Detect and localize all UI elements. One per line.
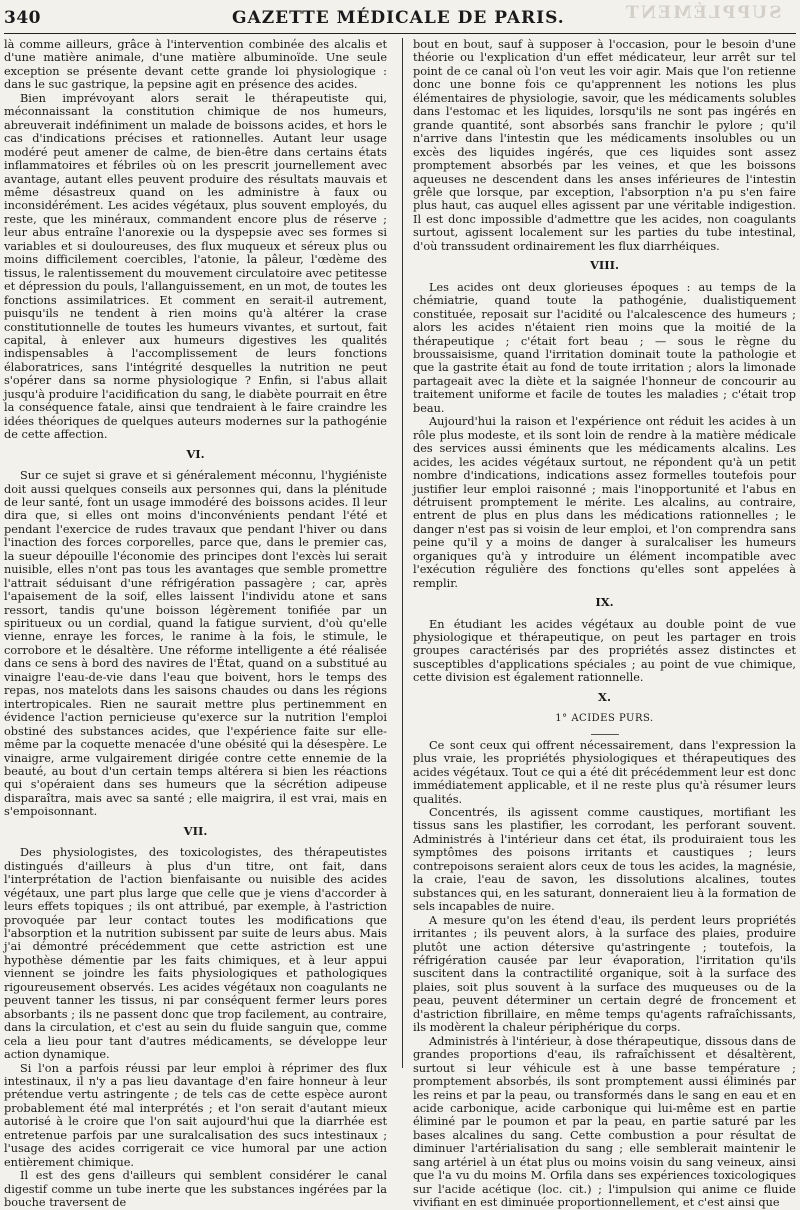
paragraph: Il est des gens d'ailleurs qui semblent considérer le canal digestif comme un tube inerte que les substances ingérées par la bouche traversent de [4,1169,387,1210]
paragraph: En étudiant les acides végétaux au double point de vue physiologique et thérapeutique, on peut les partager en trois groupes caractérisés par des propriétés assez distinctes et susceptibles d'applications spéciales ; au point de vue chimique, cette division est également rationnelle. [413,617,796,685]
paragraph: Administrés à l'intérieur, à dose thérapeutique, dissous dans de grandes proportions d'eau, ils rafraîchissent et désaltèrent, surtout si leur véhicule est à une basse température ; promptement absorbés, ils sont promptement aussi éliminés par les reins et par la peau, ou transformés dans le sang en eau et en acide carbonique, acide carbonique qui lui-même est en partie éliminé par le poumon et par la peau, en partie saturé par les bases alcalines du sang. Cette combustion a pour résultat de diminuer l'artérialisation du sang ; elle semblerait maintenir le sang artériel à un état plus ou moins voisin du sang veineux, ainsi que l'a vu du moins M. Orfila dans ses expériences toxicologiques sur l'acide acétique (loc. cit.) ; l'impulsion qui anime ce fluide vivifiant en est diminuée proportionnellement, et c'est ainsi que [413,1034,796,1210]
section-heading-vii: VII. [183,823,208,838]
paragraph: Sur ce sujet si grave et si généralement méconnu, l'hygiéniste doit aussi quelques conseils aux personnes qui, dans la plénitude de leur santé, font un usage immodéré des boissons acides. Il leur dira que, si elles ont moins d'inconvénients pendant l'été et pendant l'exercice de rudes travaux que pendant l'hiver ou dans l'inaction des forces corporelles, parce que, dans le premier cas, la sueur dépouille l'économie des principes dont l'excès lui serait nuisible, elles n'ont pas tous les avantages que semble promettre l'attrait séduisant d'une réfrigération passagère ; car, après l'apaisement de la soif, elles laissent l'individu atone et sans ressort, tandis qu'une boisson légèrement tonifiée par un spiritueux ou un cordial, quand la fatigue survient, d'où qu'elle vienne, enraye les forces, le ranime à la fois, le stimule, le corrobore et le désaltère. Une réforme intelligente a été réalisée dans ce sens à bord des navires de l'État, quand on a substitué au vinaigre l'eau-de-vie dans l'eau que boivent, hors le temps des repas, nos matelots dans les saisons chaudes ou dans les régions intertropicales. Rien ne saurait mettre plus pertinemment en évidence l'action pernicieuse qu'exerce sur la nutrition l'emploi obstiné des substances acides, que l'expérience faite sur elle-même par la coquette menacée d'une obésité qui la désespère. Le vinaigre, arme vulgairement dirigée contre cette ennemie de la beauté, au bout d'un certain temps altérera si bien les réactions qui s'opéraient dans ses humeurs que la sécrétion adipeuse disparaîtra, mais avec sa santé ; elle maigrira, il est vrai, mais en s'empoisonnant. [4,469,387,819]
paragraph: Si l'on a parfois réussi par leur emploi à réprimer des flux intestinaux, il n'y a pas lieu davantage d'en faire honneur à leur prétendue vertu astringente ; de tels cas de cette espèce auront probablement été mal interprétés ; et l'on serait d'autant mieux autorisé à le croire que l'on sait aujourd'hui que la diarrhée est entretenue parfois par une suralcalisation des sucs intestinaux ; l'usage des acides corrigerait ce vice humoral par une action entièrement chimique. [4,1061,387,1169]
paragraph: A mesure qu'on les étend d'eau, ils perdent leurs propriétés irritantes ; ils peuvent alors, à la surface des plaies, produire plutôt une action détersive qu'astringente ; toutefois, la réfrigération causée par leur évaporation, l'irritation qu'ils suscitent dans la contractilité organique, soit à la surface des plaies, soit plus souvent à la surface des muqueuses ou de la peau, peuvent déterminer un certain degré de froncement et d'astriction fibrillaire, en même temps qu'agents rafraîchissants, ils modèrent la chaleur périphérique du corps. [413,913,796,1035]
paragraph: Les acides ont deux glorieuses époques : au temps de la chémiatrie, quand toute la pathogénie, dualistiquement constituée, reposait sur l'acidité ou l'alcalescence des humeurs ; alors les acides n'étaient rien moins que la moitié de la thérapeutique ; c'était fort beau ; — sous le règne du broussaisisme, quand l'irritation dominait toute la pathologie et que la gastrite était au fond de toute irritation ; alors la limonade partageait avec la diète et la saignée l'honneur de concourir au traitement uniforme et facile de toutes les maladies ; c'était trop beau. [413,280,796,415]
page-header [0,0,800,34]
paragraph: Concentrés, ils agissent comme caustiques, mortifiant les tissus sans les plastifier, les corrodant, les perforant souvent. Administrés à l'intérieur dans cet état, ils produiraient tous les symptômes des poisons irritants et caustiques ; leurs contrepoisons seraient alors ceux de tous les acides, la magnésie, la craie, l'eau de savon, les dissolutions alcalines, toutes substances qui, en les saturant, donneraient lieu à la formation de sels incapables de nuire. [413,806,796,914]
paragraph: Ce sont ceux qui offrent nécessairement, dans l'expression la plus vraie, les propriétés physiologiques et thérapeutiques des acides végétaux. Tout ce qui a été dit précédemment leur est donc immédiatement applicable, et il ne reste plus qu'à résumer leurs qualités. [413,738,796,806]
paragraph: Aujourd'hui la raison et l'expérience ont réduit les acides à un rôle plus modeste, et ils sont loin de rendre à la matière médicale des services aussi éminents que les médicaments alcalins. Les acides, les acides végétaux surtout, ne répondent qu'à un petit nombre d'indications, indications assez formelles toutefois pour justifier leur emploi raisonné ; mais l'inopportunité et l'abus en détruisent promptement le mérite. Les alcalins, au contraire, entrent de plus en plus dans les médications rationnelles ; le danger n'est pas si voisin de leur emploi, et l'on comprendra sans peine qu'il y a moins de danger à suralcaliser les humeurs organiques qu'à y introduire un élément incompatible avec l'exécution régulière des fonctions qu'elles sont appelées à remplir. [413,415,796,590]
right-column [413,38,796,1210]
section-heading-ix: IX. [595,595,614,610]
section-heading-x: X. [598,689,611,704]
subsection-heading: 1° ACIDES PURS. [555,713,654,725]
left-column [4,38,387,1210]
section-heading-viii: VIII. [589,258,620,273]
header-rule [4,33,796,34]
journal-title: GAZETTE MÉDICALE DE PARIS. [232,8,565,28]
column-rule [402,38,403,1068]
bleed-through-text: SUPPLÉMENT [624,3,782,23]
section-rule [591,734,619,735]
paragraph: bout en bout, sauf à supposer à l'occasion, pour le besoin d'une théorie ou l'explication d'un effet médicateur, leur arrêt sur tel point de ce canal où l'on veut les voir agir. Mais que l'on retienne donc une bonne fois ce qu'apprennent les notions les plus élémentaires de physiologie, savoir, que les médicaments solubles dans l'estomac et les liquides, lorsqu'ils ne sont pas ingérés en grande quantité, sont absorbés sans franchir le pylore ; qu'il n'arrive dans l'intestin que les médicaments insolubles ou un excès des liquides ingérés, que ces liquides sont assez promptement absorbés par les veines, et que les boissons aqueuses ne descendent dans les anses inférieures de l'intestin grêle que lorsque, par exception, l'absorption n'a pu s'en faire plus haut, cas auquel elles agissent par une véritable indigestion. Il est donc impossible d'admettre que les acides, non coagulants surtout, agissent localement sur les parties du tube intestinal, d'où transsudent ordinairement les flux diarrhéiques. [413,38,796,253]
paragraph: Des physiologistes, des toxicologistes, des thérapeutistes distingués d'ailleurs à plus d'un titre, ont fait, dans l'interprétation de l'action bienfaisante ou nuisible des acides végétaux, une part plus large que celle que je viens d'accorder à leurs effets topiques ; ils ont attribué, par exemple, à l'astriction provoquée par leur contact toutes les modifications que l'absorption et la nutrition subissent par suite de leurs abus. Mais j'ai démontré précédemment que cette astriction est une hypothèse démentie par les faits chimiques, et à leur appui viennent se joindre les faits physiologiques et pathologiques rigoureusement observés. Les acides végétaux non coagulants ne peuvent tanner les tissus, ni par conséquent fermer leurs pores absorbants ; ils ne passent donc que trop facilement, au contraire, dans la circulation, et c'est au sein du fluide sanguin que, comme cela a lieu pour tant d'autres médicaments, se développe leur action dynamique. [4,846,387,1062]
section-heading-vi: VI. [186,446,205,461]
paragraph: là comme ailleurs, grâce à l'intervention combinée des alcalis et d'une matière animale, d'une matière albuminoïde. Une seule exception se présente devant cette grande loi physiologique : dans le suc gastrique, la pepsine agit en présence des acides. [4,38,387,92]
paragraph: Bien imprévoyant alors serait le thérapeutiste qui, méconnaissant la constitution chimique de nos humeurs, abreuverait indéfiniment un malade de boissons acides, et hors le cas d'indications précises et rationnelles. Autant leur usage modéré peut amener de calme, de bien-être dans certains états inflammatoires et fébriles où on les prescrit journellement avec avantage, autant elles peuvent produire des résultats mauvais et même désastreux quand on les administre à faux ou inconsidérément. Les acides végétaux, plus souvent employés, du reste, que les minéraux, commandent encore plus de réserve ; leur abus entraîne l'anorexie ou la dyspepsie avec ses formes si variables et si douloureuses, des flux muqueux et séreux plus ou moins difficilement coercibles, l'atonie, la pâleur, l'œdème des tissus, le ralentissement du mouvement circulatoire avec petitesse et dépression du pouls, l'allanguissement, en un mot, de toutes les fonctions assimilatrices. Et comment en serait-il autrement, puisqu'ils ne tendent à rien moins qu'à altérer la crase constitutionnelle de toutes les humeurs vivantes, et surtout, fait capital, à enlever aux humeurs digestives les qualités indispensables à l'accomplissement de leurs fonctions élaboratrices, sans l'intégrité desquelles la nutrition ne peut s'opérer dans sa norme physiologique ? Enfin, si l'abus allait jusqu'à produire l'acidification du sang, le diabète pourrait en être la conséquence fatale, ainsi que tendraient à le faire craindre les idées théoriques de quelques auteurs modernes sur la pathogénie de cette affection. [4,91,387,442]
page-number: 340 [4,8,41,28]
